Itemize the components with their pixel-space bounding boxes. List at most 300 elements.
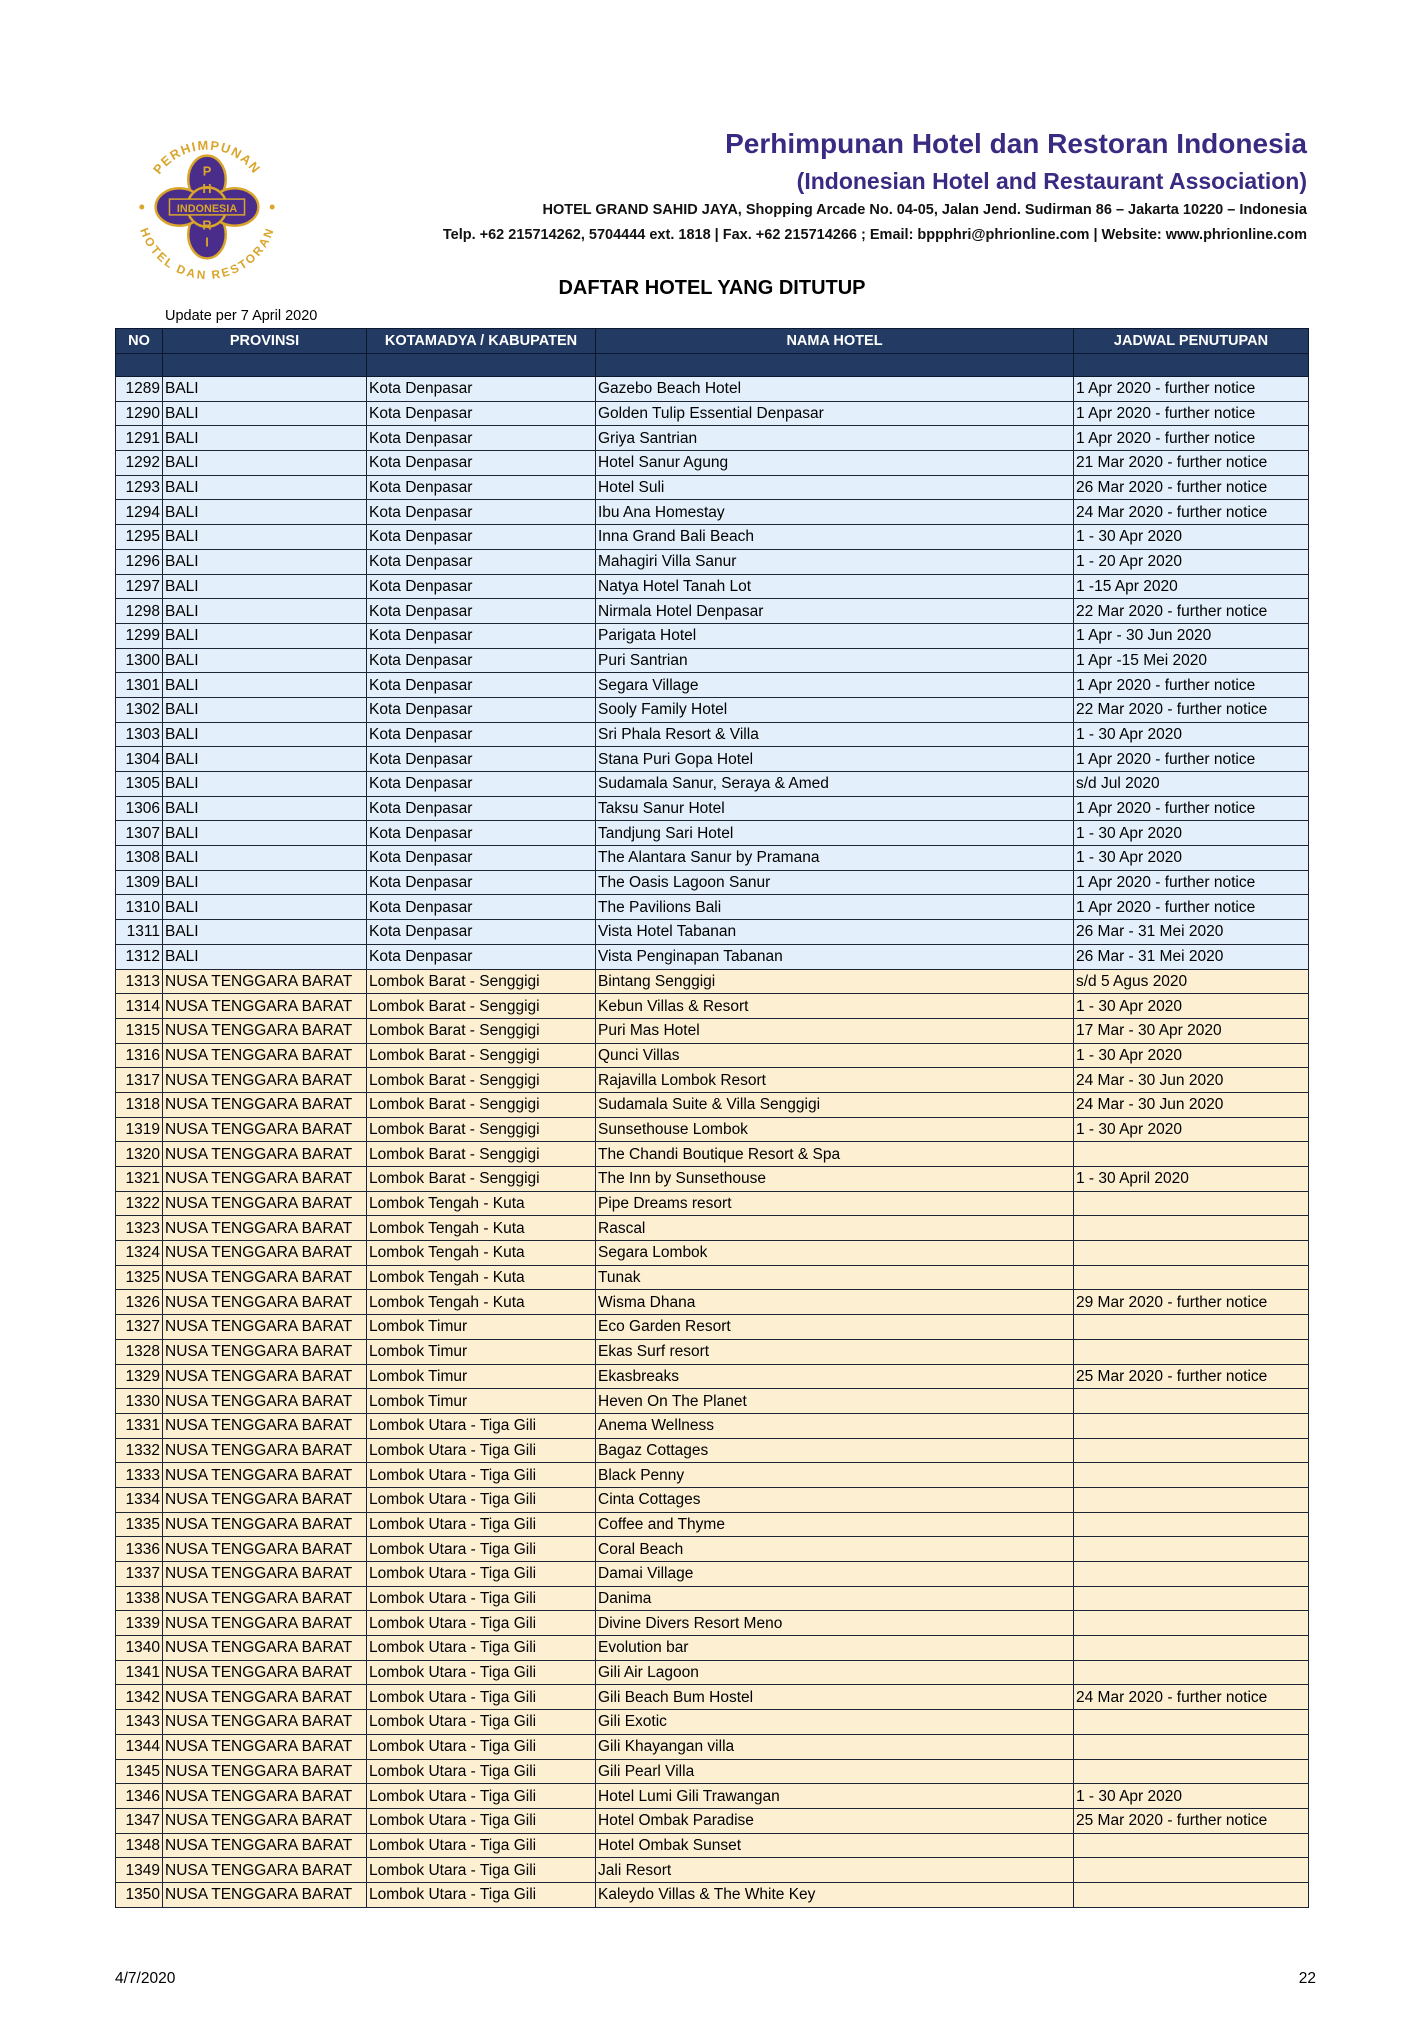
table-row: [116, 1685, 1309, 1710]
cell-kotamadya: Kota Denpasar: [367, 574, 596, 599]
cell-nama-hotel: Golden Tulip Essential Denpasar: [596, 401, 1074, 426]
cell-no: 1298: [116, 599, 163, 624]
cell-kotamadya: Kota Denpasar: [367, 772, 596, 797]
header-nama-hotel: NAMA HOTEL: [596, 329, 1074, 354]
cell-jadwal: [1074, 1636, 1309, 1661]
table-row: [116, 944, 1309, 969]
cell-provinsi: BALI: [163, 920, 367, 945]
cell-jadwal: [1074, 1512, 1309, 1537]
cell-provinsi: NUSA TENGGARA BARAT: [163, 1463, 367, 1488]
logo-letter: R: [202, 217, 212, 233]
logo-letter: I: [205, 234, 209, 250]
cell-provinsi: NUSA TENGGARA BARAT: [163, 1759, 367, 1784]
cell-provinsi: NUSA TENGGARA BARAT: [163, 1611, 367, 1636]
cell-jadwal: [1074, 1463, 1309, 1488]
cell-no: 1341: [116, 1660, 163, 1685]
cell-no: 1296: [116, 549, 163, 574]
cell-jadwal: 24 Mar 2020 - further notice: [1074, 1685, 1309, 1710]
cell-provinsi: NUSA TENGGARA BARAT: [163, 1685, 367, 1710]
cell-kotamadya: Lombok Utara - Tiga Gili: [367, 1512, 596, 1537]
page-number: 22: [1298, 1970, 1316, 1987]
cell-kotamadya: Kota Denpasar: [367, 870, 596, 895]
logo-ring-top: PERHIMPUNAN: [149, 137, 264, 177]
cell-nama-hotel: Parigata Hotel: [596, 623, 1074, 648]
cell-nama-hotel: The Alantara Sanur by Pramana: [596, 846, 1074, 871]
cell-kotamadya: Lombok Utara - Tiga Gili: [367, 1808, 596, 1833]
cell-kotamadya: Kota Denpasar: [367, 673, 596, 698]
cell-provinsi: BALI: [163, 549, 367, 574]
cell-kotamadya: Kota Denpasar: [367, 895, 596, 920]
cell-kotamadya: Lombok Barat - Senggigi: [367, 1043, 596, 1068]
cell-nama-hotel: Sudamala Suite & Villa Senggigi: [596, 1092, 1074, 1117]
cell-provinsi: BALI: [163, 697, 367, 722]
table-row: [116, 1290, 1309, 1315]
cell-nama-hotel: The Oasis Lagoon Sanur: [596, 870, 1074, 895]
table-row: [116, 1586, 1309, 1611]
cell-jadwal: 1 - 30 Apr 2020: [1074, 821, 1309, 846]
cell-nama-hotel: Vista Penginapan Tabanan: [596, 944, 1074, 969]
cell-kotamadya: Lombok Utara - Tiga Gili: [367, 1413, 596, 1438]
cell-no: 1347: [116, 1808, 163, 1833]
cell-kotamadya: Lombok Barat - Senggigi: [367, 994, 596, 1019]
cell-no: 1344: [116, 1734, 163, 1759]
cell-nama-hotel: Coral Beach: [596, 1537, 1074, 1562]
cell-no: 1315: [116, 1018, 163, 1043]
org-contact: Telp. +62 215714262, 5704444 ext. 1818 | Fax. +62 215714266 ; Email: bppphri@phrionline.com | Website: www.phrionline.com: [442, 227, 1307, 243]
table-row: [116, 747, 1309, 772]
cell-jadwal: 26 Mar - 31 Mei 2020: [1074, 920, 1309, 945]
cell-nama-hotel: Puri Mas Hotel: [596, 1018, 1074, 1043]
table-row: [116, 1339, 1309, 1364]
cell-nama-hotel: Ibu Ana Homestay: [596, 500, 1074, 525]
cell-provinsi: NUSA TENGGARA BARAT: [163, 1117, 367, 1142]
table-row: [116, 920, 1309, 945]
cell-jadwal: [1074, 1389, 1309, 1414]
cell-jadwal: 1 Apr 2020 - further notice: [1074, 426, 1309, 451]
table-row: [116, 549, 1309, 574]
cell-kotamadya: Kota Denpasar: [367, 525, 596, 550]
table-row: [116, 1438, 1309, 1463]
cell-no: 1345: [116, 1759, 163, 1784]
cell-jadwal: 1 - 30 Apr 2020: [1074, 1784, 1309, 1809]
cell-nama-hotel: Damai Village: [596, 1562, 1074, 1587]
cell-kotamadya: Lombok Utara - Tiga Gili: [367, 1586, 596, 1611]
table-row: [116, 475, 1309, 500]
cell-jadwal: [1074, 1611, 1309, 1636]
cell-kotamadya: Kota Denpasar: [367, 599, 596, 624]
cell-nama-hotel: Gili Pearl Villa: [596, 1759, 1074, 1784]
cell-kotamadya: Kota Denpasar: [367, 401, 596, 426]
org-name: Perhimpunan Hotel dan Restoran Indonesia: [725, 128, 1307, 159]
cell-jadwal: 1 Apr 2020 - further notice: [1074, 401, 1309, 426]
table-row: [116, 1734, 1309, 1759]
table-row: [116, 1389, 1309, 1414]
table-row: [116, 1537, 1309, 1562]
cell-no: 1337: [116, 1562, 163, 1587]
cell-no: 1320: [116, 1142, 163, 1167]
cell-provinsi: BALI: [163, 870, 367, 895]
cell-nama-hotel: Evolution bar: [596, 1636, 1074, 1661]
table-row: [116, 623, 1309, 648]
cell-jadwal: 1 - 20 Apr 2020: [1074, 549, 1309, 574]
cell-provinsi: NUSA TENGGARA BARAT: [163, 1092, 367, 1117]
cell-jadwal: 21 Mar 2020 - further notice: [1074, 451, 1309, 476]
cell-nama-hotel: The Chandi Boutique Resort & Spa: [596, 1142, 1074, 1167]
cell-nama-hotel: Segara Village: [596, 673, 1074, 698]
table-row: [116, 969, 1309, 994]
cell-jadwal: 1 - 30 Apr 2020: [1074, 846, 1309, 871]
cell-nama-hotel: Hotel Ombak Sunset: [596, 1833, 1074, 1858]
cell-provinsi: NUSA TENGGARA BARAT: [163, 969, 367, 994]
cell-provinsi: NUSA TENGGARA BARAT: [163, 1512, 367, 1537]
table-row: [116, 1808, 1309, 1833]
table-row: [116, 1241, 1309, 1266]
cell-kotamadya: Kota Denpasar: [367, 500, 596, 525]
cell-kotamadya: Kota Denpasar: [367, 377, 596, 402]
cell-kotamadya: Lombok Utara - Tiga Gili: [367, 1858, 596, 1883]
cell-provinsi: NUSA TENGGARA BARAT: [163, 1290, 367, 1315]
table-row: [116, 1265, 1309, 1290]
cell-provinsi: NUSA TENGGARA BARAT: [163, 1389, 367, 1414]
cell-jadwal: [1074, 1833, 1309, 1858]
org-address: HOTEL GRAND SAHID JAYA, Shopping Arcade No. 04-05, Jalan Jend. Sudirman 86 – Jakarta 10220 – Indonesia: [542, 202, 1307, 218]
table-row: [116, 772, 1309, 797]
cell-provinsi: NUSA TENGGARA BARAT: [163, 1537, 367, 1562]
cell-nama-hotel: Bagaz Cottages: [596, 1438, 1074, 1463]
cell-no: 1309: [116, 870, 163, 895]
cell-jadwal: 22 Mar 2020 - further notice: [1074, 599, 1309, 624]
cell-jadwal: [1074, 1315, 1309, 1340]
cell-provinsi: BALI: [163, 944, 367, 969]
table-row: [116, 377, 1309, 402]
cell-no: 1329: [116, 1364, 163, 1389]
cell-provinsi: NUSA TENGGARA BARAT: [163, 1808, 367, 1833]
cell-nama-hotel: Wisma Dhana: [596, 1290, 1074, 1315]
cell-no: 1342: [116, 1685, 163, 1710]
cell-jadwal: [1074, 1339, 1309, 1364]
cell-no: 1322: [116, 1191, 163, 1216]
cell-kotamadya: Kota Denpasar: [367, 451, 596, 476]
cell-no: 1323: [116, 1216, 163, 1241]
cell-jadwal: [1074, 1142, 1309, 1167]
cell-provinsi: NUSA TENGGARA BARAT: [163, 1833, 367, 1858]
cell-kotamadya: Lombok Utara - Tiga Gili: [367, 1882, 596, 1907]
table-row: [116, 697, 1309, 722]
logo-letter: P: [202, 163, 212, 179]
cell-nama-hotel: Gili Exotic: [596, 1710, 1074, 1735]
cell-provinsi: BALI: [163, 673, 367, 698]
cell-kotamadya: Lombok Tengah - Kuta: [367, 1290, 596, 1315]
header-no: NO: [116, 329, 163, 354]
cell-provinsi: BALI: [163, 525, 367, 550]
table-row: [116, 1142, 1309, 1167]
cell-kotamadya: Kota Denpasar: [367, 846, 596, 871]
cell-nama-hotel: Nirmala Hotel Denpasar: [596, 599, 1074, 624]
cell-no: 1327: [116, 1315, 163, 1340]
cell-provinsi: NUSA TENGGARA BARAT: [163, 1191, 367, 1216]
cell-jadwal: [1074, 1413, 1309, 1438]
cell-nama-hotel: Tandjung Sari Hotel: [596, 821, 1074, 846]
cell-kotamadya: Kota Denpasar: [367, 747, 596, 772]
cell-no: 1292: [116, 451, 163, 476]
cell-kotamadya: Lombok Utara - Tiga Gili: [367, 1487, 596, 1512]
cell-nama-hotel: Eco Garden Resort: [596, 1315, 1074, 1340]
cell-no: 1331: [116, 1413, 163, 1438]
table-row: [116, 648, 1309, 673]
cell-provinsi: NUSA TENGGARA BARAT: [163, 1216, 367, 1241]
cell-provinsi: NUSA TENGGARA BARAT: [163, 1710, 367, 1735]
cell-nama-hotel: Sunsethouse Lombok: [596, 1117, 1074, 1142]
cell-jadwal: [1074, 1537, 1309, 1562]
logo-ring-bottom: HOTEL DAN RESTORAN: [137, 225, 277, 283]
cell-no: 1301: [116, 673, 163, 698]
cell-jadwal: 1 - 30 Apr 2020: [1074, 525, 1309, 550]
cell-no: 1291: [116, 426, 163, 451]
cell-jadwal: [1074, 1265, 1309, 1290]
cell-no: 1297: [116, 574, 163, 599]
org-subtitle: (Indonesian Hotel and Restaurant Association): [796, 168, 1307, 194]
cell-kotamadya: Lombok Timur: [367, 1315, 596, 1340]
cell-kotamadya: Kota Denpasar: [367, 426, 596, 451]
table-row: [116, 1882, 1309, 1907]
table-row: [116, 1562, 1309, 1587]
cell-nama-hotel: Gili Air Lagoon: [596, 1660, 1074, 1685]
cell-jadwal: 1 Apr -15 Mei 2020: [1074, 648, 1309, 673]
cell-kotamadya: Lombok Utara - Tiga Gili: [367, 1833, 596, 1858]
cell-no: 1343: [116, 1710, 163, 1735]
cell-no: 1325: [116, 1265, 163, 1290]
cell-jadwal: 25 Mar 2020 - further notice: [1074, 1364, 1309, 1389]
table-row: [116, 846, 1309, 871]
cell-kotamadya: Lombok Tengah - Kuta: [367, 1191, 596, 1216]
header-jadwal: JADWAL PENUTUPAN: [1074, 329, 1309, 354]
cell-kotamadya: Lombok Barat - Senggigi: [367, 969, 596, 994]
cell-no: 1299: [116, 623, 163, 648]
table-row: [116, 722, 1309, 747]
cell-jadwal: 24 Mar 2020 - further notice: [1074, 500, 1309, 525]
cell-provinsi: NUSA TENGGARA BARAT: [163, 1413, 367, 1438]
cell-jadwal: [1074, 1759, 1309, 1784]
table-row: [116, 1611, 1309, 1636]
cell-kotamadya: Kota Denpasar: [367, 475, 596, 500]
cell-kotamadya: Lombok Tengah - Kuta: [367, 1241, 596, 1266]
cell-jadwal: [1074, 1710, 1309, 1735]
table-row: [116, 1364, 1309, 1389]
cell-kotamadya: Lombok Barat - Senggigi: [367, 1018, 596, 1043]
cell-provinsi: NUSA TENGGARA BARAT: [163, 1784, 367, 1809]
cell-kotamadya: Lombok Utara - Tiga Gili: [367, 1660, 596, 1685]
document-title: DAFTAR HOTEL YANG DITUTUP: [558, 277, 866, 299]
cell-no: 1334: [116, 1487, 163, 1512]
cell-kotamadya: Lombok Utara - Tiga Gili: [367, 1685, 596, 1710]
cell-nama-hotel: Gili Beach Bum Hostel: [596, 1685, 1074, 1710]
cell-kotamadya: Kota Denpasar: [367, 623, 596, 648]
cell-provinsi: NUSA TENGGARA BARAT: [163, 1858, 367, 1883]
table-row: [116, 1092, 1309, 1117]
cell-no: 1311: [116, 920, 163, 945]
cell-nama-hotel: Kebun Villas & Resort: [596, 994, 1074, 1019]
cell-jadwal: 24 Mar - 30 Jun 2020: [1074, 1068, 1309, 1093]
cell-nama-hotel: Sudamala Sanur, Seraya & Amed: [596, 772, 1074, 797]
header-kotamadya: KOTAMADYA / KABUPATEN: [367, 329, 596, 354]
table-row: [116, 1463, 1309, 1488]
table-row: [116, 599, 1309, 624]
cell-provinsi: NUSA TENGGARA BARAT: [163, 1660, 367, 1685]
cell-no: 1293: [116, 475, 163, 500]
cell-nama-hotel: The Pavilions Bali: [596, 895, 1074, 920]
cell-no: 1289: [116, 377, 163, 402]
cell-kotamadya: Lombok Utara - Tiga Gili: [367, 1636, 596, 1661]
cell-kotamadya: Lombok Barat - Senggigi: [367, 1092, 596, 1117]
cell-provinsi: BALI: [163, 648, 367, 673]
cell-jadwal: 1 Apr 2020 - further notice: [1074, 747, 1309, 772]
cell-nama-hotel: Divine Divers Resort Meno: [596, 1611, 1074, 1636]
cell-jadwal: 25 Mar 2020 - further notice: [1074, 1808, 1309, 1833]
cell-provinsi: BALI: [163, 722, 367, 747]
cell-nama-hotel: Kaleydo Villas & The White Key: [596, 1882, 1074, 1907]
cell-provinsi: BALI: [163, 574, 367, 599]
cell-no: 1328: [116, 1339, 163, 1364]
table-row: [116, 574, 1309, 599]
table-row: [116, 1117, 1309, 1142]
cell-no: 1294: [116, 500, 163, 525]
cell-provinsi: BALI: [163, 623, 367, 648]
cell-jadwal: s/d 5 Agus 2020: [1074, 969, 1309, 994]
cell-no: 1339: [116, 1611, 163, 1636]
cell-jadwal: 1 - 30 Apr 2020: [1074, 722, 1309, 747]
cell-jadwal: [1074, 1660, 1309, 1685]
cell-nama-hotel: Hotel Lumi Gili Trawangan: [596, 1784, 1074, 1809]
cell-jadwal: 1 Apr 2020 - further notice: [1074, 673, 1309, 698]
cell-kotamadya: Lombok Utara - Tiga Gili: [367, 1611, 596, 1636]
cell-kotamadya: Lombok Utara - Tiga Gili: [367, 1734, 596, 1759]
cell-provinsi: BALI: [163, 426, 367, 451]
cell-provinsi: NUSA TENGGARA BARAT: [163, 1142, 367, 1167]
cell-kotamadya: Kota Denpasar: [367, 821, 596, 846]
cell-no: 1312: [116, 944, 163, 969]
cell-jadwal: 1 -15 Apr 2020: [1074, 574, 1309, 599]
table-row: [116, 1216, 1309, 1241]
cell-kotamadya: Kota Denpasar: [367, 920, 596, 945]
logo-letter: H: [202, 181, 212, 197]
cell-jadwal: [1074, 1241, 1309, 1266]
cell-jadwal: [1074, 1216, 1309, 1241]
table-row: [116, 525, 1309, 550]
cell-no: 1336: [116, 1537, 163, 1562]
cell-provinsi: NUSA TENGGARA BARAT: [163, 1018, 367, 1043]
cell-provinsi: NUSA TENGGARA BARAT: [163, 1882, 367, 1907]
cell-no: 1306: [116, 796, 163, 821]
table-row: [116, 1191, 1309, 1216]
cell-nama-hotel: Heven On The Planet: [596, 1389, 1074, 1414]
cell-kotamadya: Lombok Barat - Senggigi: [367, 1142, 596, 1167]
cell-nama-hotel: Hotel Sanur Agung: [596, 451, 1074, 476]
cell-nama-hotel: Rascal: [596, 1216, 1074, 1241]
cell-jadwal: 1 - 30 Apr 2020: [1074, 994, 1309, 1019]
cell-provinsi: NUSA TENGGARA BARAT: [163, 1438, 367, 1463]
cell-no: 1295: [116, 525, 163, 550]
cell-kotamadya: Kota Denpasar: [367, 722, 596, 747]
table-row: [116, 895, 1309, 920]
cell-jadwal: 1 Apr 2020 - further notice: [1074, 796, 1309, 821]
cell-kotamadya: Lombok Timur: [367, 1389, 596, 1414]
table-row: [116, 796, 1309, 821]
cell-provinsi: BALI: [163, 401, 367, 426]
cell-jadwal: 1 Apr - 30 Jun 2020: [1074, 623, 1309, 648]
cell-provinsi: BALI: [163, 821, 367, 846]
cell-kotamadya: Lombok Utara - Tiga Gili: [367, 1463, 596, 1488]
cell-no: 1307: [116, 821, 163, 846]
table-row: [116, 673, 1309, 698]
cell-jadwal: [1074, 1191, 1309, 1216]
cell-no: 1305: [116, 772, 163, 797]
cell-nama-hotel: Mahagiri Villa Sanur: [596, 549, 1074, 574]
cell-no: 1338: [116, 1586, 163, 1611]
cell-nama-hotel: Inna Grand Bali Beach: [596, 525, 1074, 550]
logo-center-text: INDONESIA: [176, 202, 238, 215]
header-provinsi: PROVINSI: [163, 329, 367, 354]
cell-no: 1304: [116, 747, 163, 772]
cell-provinsi: NUSA TENGGARA BARAT: [163, 994, 367, 1019]
cell-provinsi: NUSA TENGGARA BARAT: [163, 1068, 367, 1093]
cell-kotamadya: Lombok Utara - Tiga Gili: [367, 1759, 596, 1784]
cell-jadwal: 29 Mar 2020 - further notice: [1074, 1290, 1309, 1315]
cell-jadwal: 1 - 30 Apr 2020: [1074, 1117, 1309, 1142]
cell-no: 1318: [116, 1092, 163, 1117]
cell-nama-hotel: Rajavilla Lombok Resort: [596, 1068, 1074, 1093]
cell-nama-hotel: Ekasbreaks: [596, 1364, 1074, 1389]
table-row: [116, 1487, 1309, 1512]
table-row: [116, 1043, 1309, 1068]
table-header-row: [116, 329, 1309, 354]
cell-no: 1314: [116, 994, 163, 1019]
table-row: [116, 1710, 1309, 1735]
cell-kotamadya: Lombok Timur: [367, 1339, 596, 1364]
table-row: [116, 1167, 1309, 1192]
header-spacer-row: [116, 354, 1309, 377]
cell-jadwal: 1 - 30 April 2020: [1074, 1167, 1309, 1192]
cell-jadwal: 26 Mar 2020 - further notice: [1074, 475, 1309, 500]
cell-provinsi: BALI: [163, 747, 367, 772]
cell-jadwal: s/d Jul 2020: [1074, 772, 1309, 797]
cell-jadwal: 24 Mar - 30 Jun 2020: [1074, 1092, 1309, 1117]
cell-nama-hotel: Natya Hotel Tanah Lot: [596, 574, 1074, 599]
cell-no: 1349: [116, 1858, 163, 1883]
cell-no: 1290: [116, 401, 163, 426]
cell-provinsi: BALI: [163, 772, 367, 797]
table-row: [116, 1833, 1309, 1858]
cell-provinsi: NUSA TENGGARA BARAT: [163, 1043, 367, 1068]
table-row: [116, 1858, 1309, 1883]
cell-kotamadya: Lombok Barat - Senggigi: [367, 1167, 596, 1192]
cell-nama-hotel: Gili Khayangan villa: [596, 1734, 1074, 1759]
cell-jadwal: 1 - 30 Apr 2020: [1074, 1043, 1309, 1068]
cell-nama-hotel: Anema Wellness: [596, 1413, 1074, 1438]
cell-no: 1346: [116, 1784, 163, 1809]
cell-no: 1308: [116, 846, 163, 871]
cell-no: 1313: [116, 969, 163, 994]
cell-kotamadya: Lombok Utara - Tiga Gili: [367, 1537, 596, 1562]
cell-no: 1332: [116, 1438, 163, 1463]
cell-nama-hotel: Cinta Cottages: [596, 1487, 1074, 1512]
cell-no: 1300: [116, 648, 163, 673]
cell-kotamadya: Lombok Tengah - Kuta: [367, 1216, 596, 1241]
table-row: [116, 1068, 1309, 1093]
cell-kotamadya: Lombok Utara - Tiga Gili: [367, 1438, 596, 1463]
table-row: [116, 870, 1309, 895]
cell-kotamadya: Lombok Utara - Tiga Gili: [367, 1562, 596, 1587]
cell-nama-hotel: Segara Lombok: [596, 1241, 1074, 1266]
